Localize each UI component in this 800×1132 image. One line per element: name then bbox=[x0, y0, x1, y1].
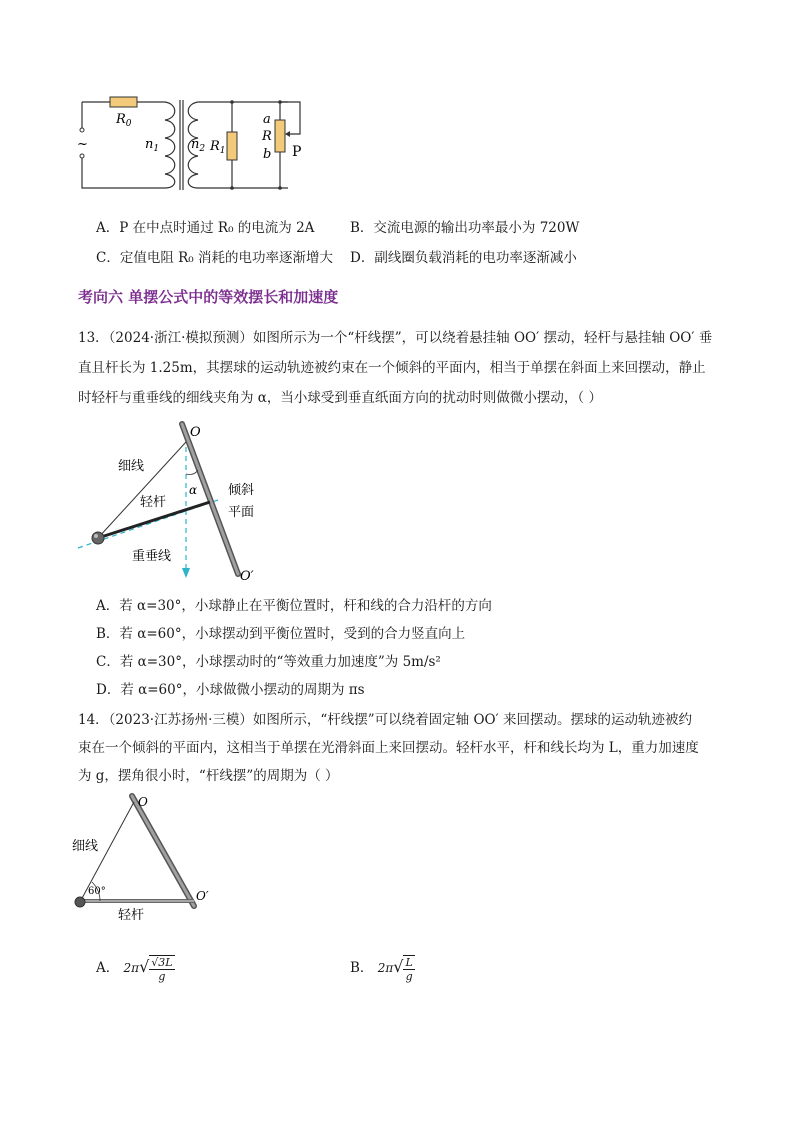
r0-label: $R_0$ bbox=[116, 112, 132, 129]
n2-label: $n_2$ bbox=[191, 137, 206, 154]
q12-option-b[interactable]: B．交流电源的输出功率最小为 720W bbox=[350, 220, 580, 236]
q14-stem-line-3: 为 g，摆角很小时，“杆线摆”的周期为（ ） bbox=[78, 768, 339, 784]
ac-symbol: ~ bbox=[77, 137, 88, 152]
fig14-o-prime-label: O′ bbox=[196, 889, 209, 903]
q12-option-d[interactable]: D．副线圈负载消耗的电功率逐渐减小 bbox=[350, 250, 577, 266]
q14-option-a[interactable]: A． 2π√ $\frac{√3L}{g}$ bbox=[96, 955, 173, 983]
fig14-o-label: O bbox=[138, 795, 148, 809]
q14-option-a-denominator: g bbox=[158, 969, 166, 983]
fig14-rod-label: 轻杆 bbox=[118, 908, 145, 920]
q13-option-c[interactable]: C．若 α=30°，小球摆动时的“等效重力加速度”为 5m/s² bbox=[96, 654, 441, 670]
r1-label: $R_1$ bbox=[210, 139, 226, 156]
fig13-o-label: O bbox=[190, 425, 201, 440]
a-label: a bbox=[263, 112, 271, 127]
circuit-diagram bbox=[70, 90, 310, 200]
q13-option-d[interactable]: D．若 α=60°，小球做微小摆动的周期为 πs bbox=[96, 682, 365, 698]
p-label: P bbox=[292, 144, 302, 160]
r-rheostat bbox=[275, 120, 285, 152]
fig14-angle-label: 60° bbox=[88, 886, 106, 897]
q13-option-a[interactable]: A．若 α=30°，小球静止在平衡位置时，杆和线的合力沿杆的方向 bbox=[96, 598, 492, 614]
fig13-rod-label: 轻杆 bbox=[140, 495, 167, 510]
q13-option-b[interactable]: B．若 α=60°，小球摆动到平衡位置时，受到的合力竖直向上 bbox=[96, 626, 466, 642]
b-label: b bbox=[263, 147, 272, 162]
fig13-incline-label-2: 平面 bbox=[228, 505, 255, 520]
q14-option-b[interactable]: B． 2π√ $\frac{L}{g}$ bbox=[350, 955, 413, 983]
q12-option-c[interactable]: C．定值电阻 R₀ 消耗的电功率逐渐增大 bbox=[96, 250, 333, 266]
r-label: R bbox=[262, 129, 272, 144]
q13-pendulum-figure bbox=[70, 418, 280, 588]
r1-resistor bbox=[227, 132, 237, 160]
q14-option-b-coef: 2π bbox=[377, 961, 394, 975]
n1-label: $n_1$ bbox=[145, 137, 160, 154]
q14-stem-line-2: 束在一个倾斜的平面内，这相当于单摆在光滑斜面上来回摆动。轻杆水平，杆和线长均为 L，重力加速度 bbox=[78, 740, 699, 756]
fig13-incline-label-1: 倾斜 bbox=[228, 483, 255, 498]
fig14-thread-label: 细线 bbox=[72, 839, 99, 854]
slider-arrow bbox=[285, 131, 290, 137]
q13-stem-line-2: 直且杆长为 1.25m，其摆球的运动轨迹被约束在一个倾斜的平面内，相当于单摆在斜面上来回摆动，静止 bbox=[78, 360, 706, 376]
q14-option-a-numerator: √3L bbox=[151, 955, 173, 969]
q14-option-a-label: A． bbox=[96, 960, 120, 976]
q14-option-a-coef: 2π bbox=[123, 961, 140, 975]
fig13-alpha-label: α bbox=[189, 483, 198, 497]
fig13-thread-label: 细线 bbox=[118, 459, 145, 474]
fig13-o-prime-label: O′ bbox=[240, 569, 254, 584]
q14-option-b-label: B． bbox=[350, 960, 374, 976]
r0-resistor bbox=[110, 97, 137, 107]
q13-stem-line-3: 时轻杆与重垂线的细线夹角为 α，当小球受到垂直纸面方向的扰动时则做微小摆动，（ ） bbox=[78, 390, 602, 406]
q14-stem-line-1: 14．（2023·江苏扬州·三模）如图所示，“杆线摆”可以绕着固定轴 OO′ 来回摆动。摆球的运动轨迹被约 bbox=[78, 712, 692, 728]
fig13-plumb-label: 重垂线 bbox=[132, 549, 172, 564]
section-title: 考向六 单摆公式中的等效摆长和加速度 bbox=[78, 288, 339, 306]
q14-option-b-denominator: g bbox=[405, 969, 413, 983]
q12-option-a[interactable]: A．P 在中点时通过 R₀ 的电流为 2A bbox=[96, 220, 315, 236]
q13-stem-line-1: 13．（2024·浙江·模拟预测）如图所示为一个“杆线摆”，可以绕着悬挂轴 OO′ 摆动，轻杆与悬挂轴 OO′ 垂 bbox=[78, 330, 713, 346]
q14-pendulum-figure bbox=[70, 790, 220, 920]
q14-option-b-numerator: L bbox=[405, 955, 413, 969]
